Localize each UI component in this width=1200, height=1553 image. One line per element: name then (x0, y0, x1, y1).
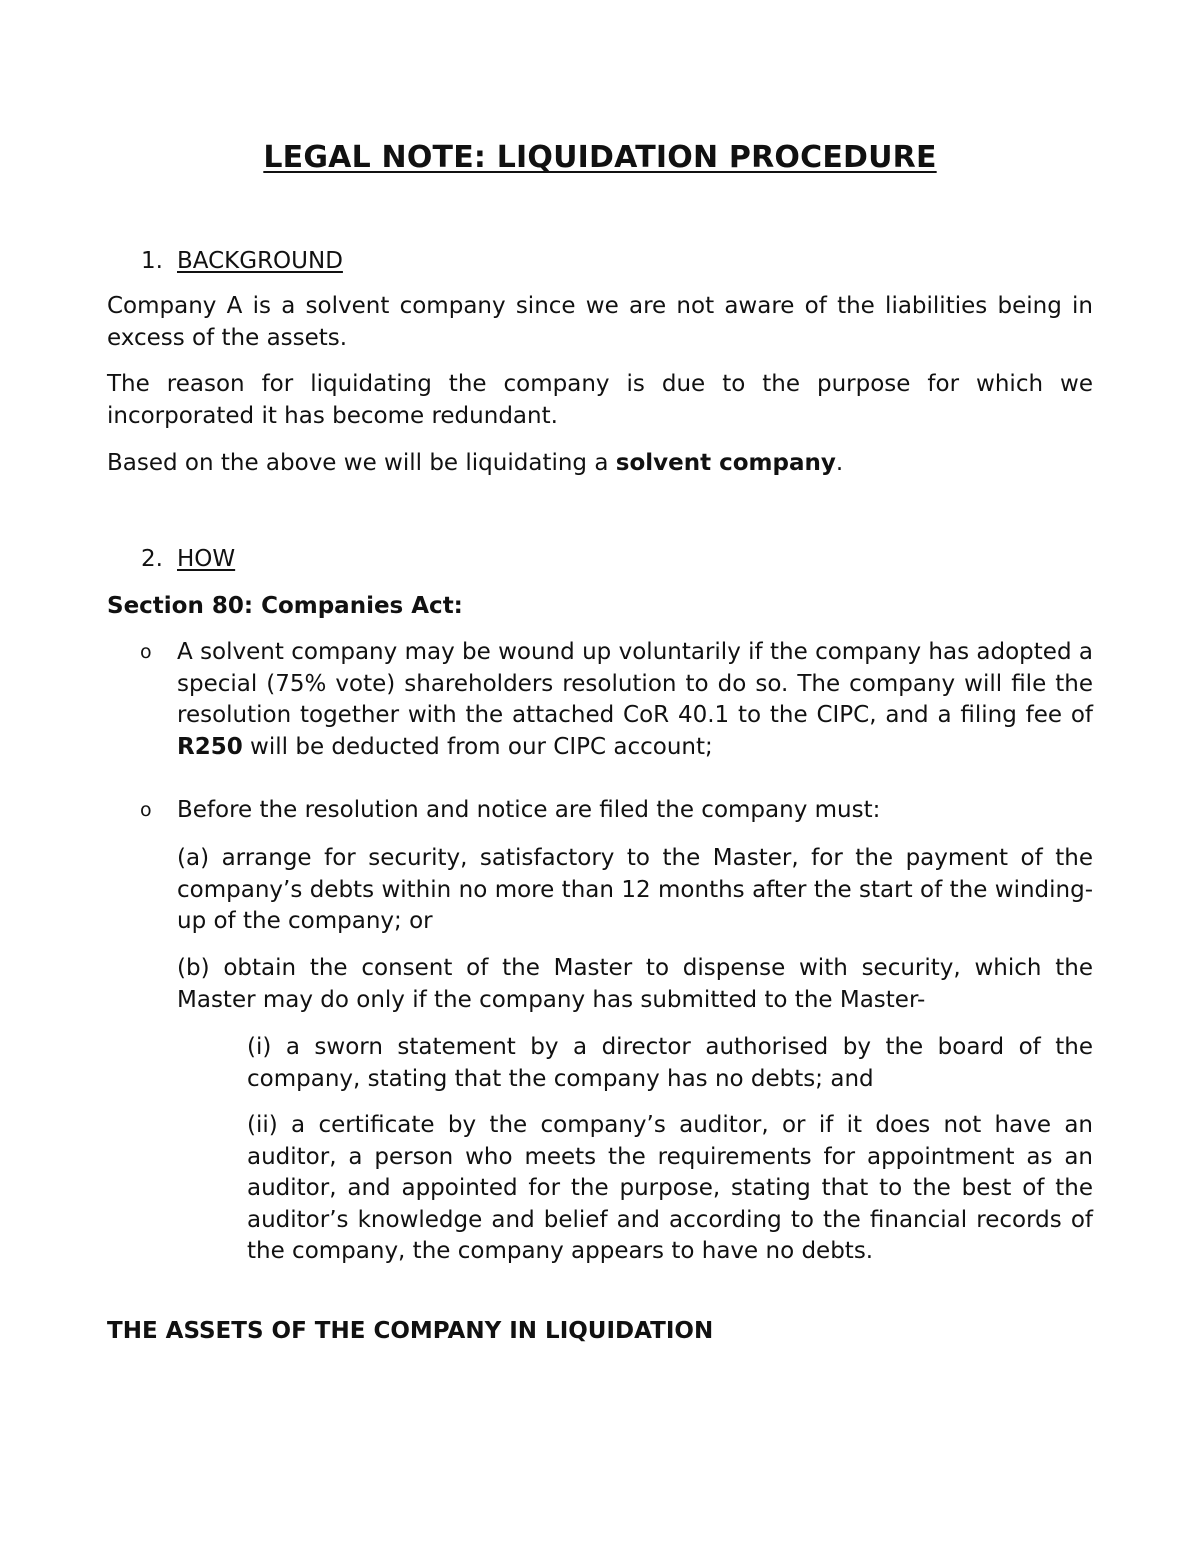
bullet-marker: o (140, 799, 152, 821)
bullet-text-part: A solvent company may be wound up voluntarily if the company has adopted a special (75% vote) shareholders resolution to do so. The company will file the resolution together with the attached CoR 40.1 to the CIPC, and a filing fee of (177, 639, 1093, 728)
paragraph-bold-text: solvent company (615, 450, 836, 476)
background-paragraph-1: Company A is a solvent company since we are not aware of the liabilities being in excess of the assets. (107, 293, 1093, 351)
bullet-item-1 (140, 637, 1093, 763)
document-title: LEGAL NOTE: LIQUIDATION PROCEDURE (263, 140, 937, 175)
section-number: 1. (141, 248, 163, 274)
sub-item-i: (i) a sworn statement by a director authorised by the board of the company, stating that the company has no debts; and (247, 1034, 1093, 1092)
bullet-text (177, 637, 1093, 763)
section-heading-how (141, 545, 235, 573)
companies-act-heading: Section 80: Companies Act: (107, 593, 463, 619)
bullet-item-2 (140, 795, 1093, 827)
paragraph-text: Based on the above we will be liquidating a (107, 450, 616, 476)
background-paragraph-2: The reason for liquidating the company is due to the purpose for which we incorporated it has become redundant. (107, 371, 1093, 429)
bullet-marker: o (140, 641, 152, 663)
bullet-bold-text: R250 (177, 733, 243, 760)
section-heading-background (141, 247, 343, 275)
bullet-text-part: will be deducted from our CIPC account; (242, 733, 713, 760)
sub-item-b: (b) obtain the consent of the Master to dispense with security, which the Master may do only if the company has submitted to the Master- (177, 955, 1093, 1013)
section-number: 2. (141, 546, 163, 572)
paragraph-text: . (835, 450, 844, 476)
section-label: BACKGROUND (177, 248, 343, 274)
assets-heading: THE ASSETS OF THE COMPANY IN LIQUIDATION (107, 1318, 714, 1344)
sub-item-ii: (ii) a certificate by the company’s auditor, or if it does not have an auditor, a person who meets the requirements for appointment as an auditor, and appointed for the purpose, stating that to the best of the auditor’s knowledge and belief and according to the financial records of the company, the company appears to have no debts. (247, 1112, 1093, 1264)
sub-item-a: (a) arrange for security, satisfactory to the Master, for the payment of the company’s debts within no more than 12 months after the start of the winding-up of the company; or (177, 845, 1093, 934)
background-paragraph-3 (107, 448, 1093, 480)
section-label: HOW (177, 546, 236, 572)
bullet-text: Before the resolution and notice are filed the company must: (177, 797, 881, 823)
